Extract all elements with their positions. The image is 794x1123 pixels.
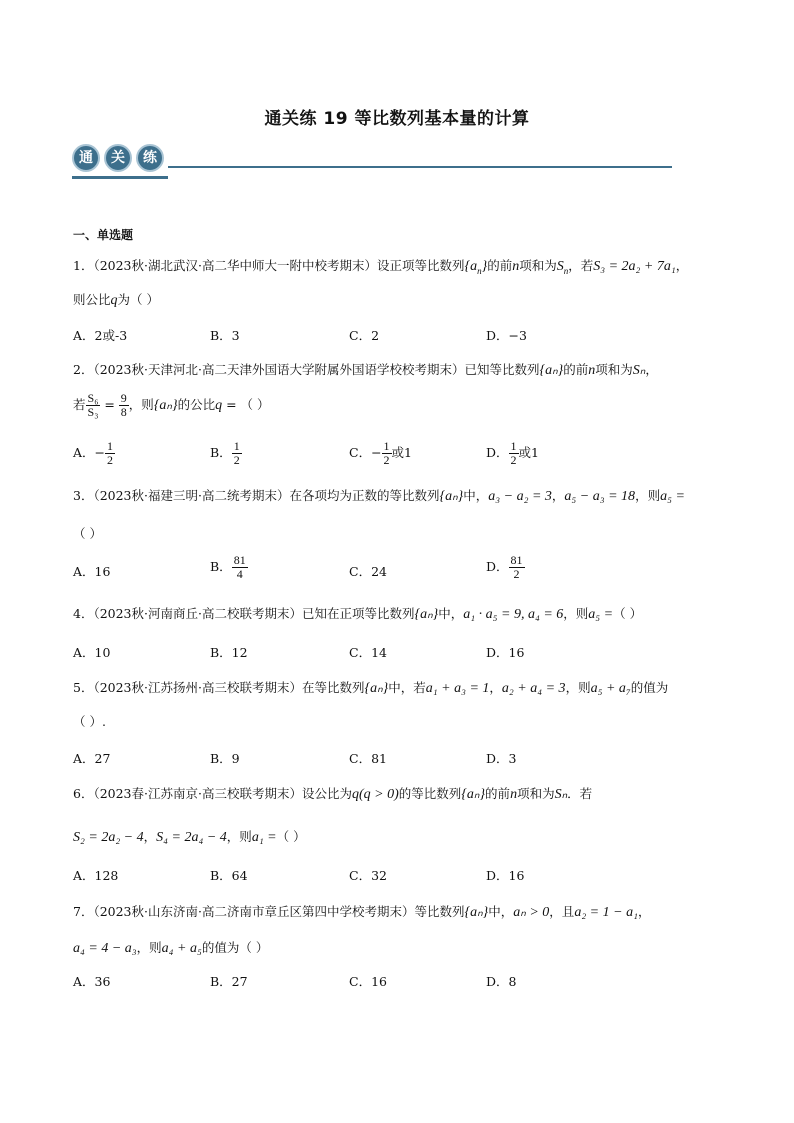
option-a[interactable]: A．16: [73, 564, 111, 579]
banner-underline: [72, 176, 168, 179]
badge-char-2: 关: [104, 144, 132, 172]
section-heading: 一、单选题: [73, 228, 134, 242]
option-a[interactable]: A．10: [73, 645, 111, 660]
option-c[interactable]: C．24: [349, 564, 387, 579]
option-b[interactable]: B．12: [210, 645, 248, 660]
question-4-options: [73, 643, 713, 667]
option-d[interactable]: D．8: [486, 974, 517, 989]
question-5-options: [73, 749, 713, 773]
question-6-line-1: 6．（2023春·江苏南京·高三校联考期末）设公比为q(q > 0)的等比数列{aₙ}的前n项和为Sₙ．若: [73, 786, 593, 802]
question-2-line-1: 2．（2023秋·天津河北·高二天津外国语大学附属外国语学校校考期末）已知等比数列{aₙ}的前n项和为Sₙ，: [73, 362, 658, 378]
section-banner: [72, 144, 672, 180]
option-d[interactable]: D． $\frac{1}{2}$ 或1: [486, 439, 539, 467]
option-c[interactable]: C．14: [349, 645, 387, 660]
option-c[interactable]: C．− $\frac{1}{2}$ 或1: [349, 439, 412, 467]
option-b[interactable]: B． $\frac{81}{4}$: [210, 553, 246, 581]
option-b[interactable]: B．64: [210, 868, 248, 883]
option-c[interactable]: C．32: [349, 868, 387, 883]
question-6-line-2: S₂ = 2a₂ − 4，S₄ = 2a₄ − 4，则a₁ =（ ）: [73, 829, 306, 845]
fraction-9-8: $\frac{9}{8}$: [120, 391, 127, 419]
option-c[interactable]: C．2: [349, 328, 380, 343]
badge-char-3: 练: [136, 144, 164, 172]
option-b[interactable]: B．3: [210, 328, 240, 343]
question-5-line-2: （ ）.: [73, 714, 106, 729]
question-7-line-1: 7．（2023秋·山东济南·高二济南市章丘区第四中学校考期末）等比数列{aₙ}中，aₙ > 0，且a₂ = 1 − a₁，: [73, 904, 651, 920]
option-a[interactable]: A．2或-3: [73, 328, 128, 343]
question-3-line-2: （ ）: [73, 526, 102, 541]
question-6-options: [73, 866, 713, 890]
option-a[interactable]: A．36: [73, 974, 111, 989]
option-a[interactable]: A．128: [73, 868, 119, 883]
option-b[interactable]: B．27: [210, 974, 248, 989]
question-3-line-1: 3．（2023秋·福建三明·高二统考期末）在各项均为正数的等比数列{aₙ}中，a₃ − a₂ = 3，a₅ − a₃ = 18，则a₅ =: [73, 488, 685, 504]
question-2-options: [73, 439, 713, 470]
question-4-line-1: 4．（2023秋·河南商丘·高二校联考期末）已知在正项等比数列{aₙ}中，a₁ · a₅ = 9, a₄ = 6，则a₅ =（ ）: [73, 606, 643, 622]
banner-rule: [168, 166, 672, 168]
question-2-line-2: 若 $\frac{\text{S₆}}{\text{S₃}}$ = $\frac{9}{8}$ ，则{aₙ}的公比q = （ ）: [73, 391, 270, 419]
question-5-line-1: 5．（2023秋·江苏扬州·高三校联考期末）在等比数列{aₙ}中，若a₁ + a₃ = 1，a₂ + a₄ = 3，则a₅ + a₇的值为: [73, 680, 669, 696]
option-b[interactable]: B． $\frac{1}{2}$: [210, 439, 240, 467]
fraction-s6-s3: $\frac{\text{S₆}}{\text{S₃}}$: [87, 391, 99, 419]
question-7-options: [73, 972, 713, 996]
badge-char-1: 通: [72, 144, 100, 172]
option-c[interactable]: C．81: [349, 751, 387, 766]
option-a[interactable]: A．− $\frac{1}{2}$: [73, 439, 114, 467]
question-7-line-2: a₄ = 4 − a₃，则a₄ + a₅的值为（ ）: [73, 940, 269, 956]
question-1-line-2: 则公比q为（ ）: [73, 292, 159, 308]
question-3-options: [73, 553, 713, 586]
option-a[interactable]: A．27: [73, 751, 111, 766]
option-b[interactable]: B．9: [210, 751, 240, 766]
option-d[interactable]: D．16: [486, 645, 525, 660]
option-c[interactable]: C．16: [349, 974, 387, 989]
question-1-options: [73, 326, 713, 350]
option-d[interactable]: D．16: [486, 868, 525, 883]
option-d[interactable]: D． $\frac{81}{2}$: [486, 553, 523, 581]
option-d[interactable]: D．−3: [486, 328, 527, 343]
option-d[interactable]: D．3: [486, 751, 517, 766]
page-title: 通关练 19 等比数列基本量的计算: [264, 109, 530, 129]
question-1-line-1: 1．（2023秋·湖北武汉·高二华中师大一附中校考期末）设正项等比数列$\{a_n\}$的前n项和为$S_n$，若S₃ = 2a₂ + 7a₁，: [73, 258, 689, 276]
